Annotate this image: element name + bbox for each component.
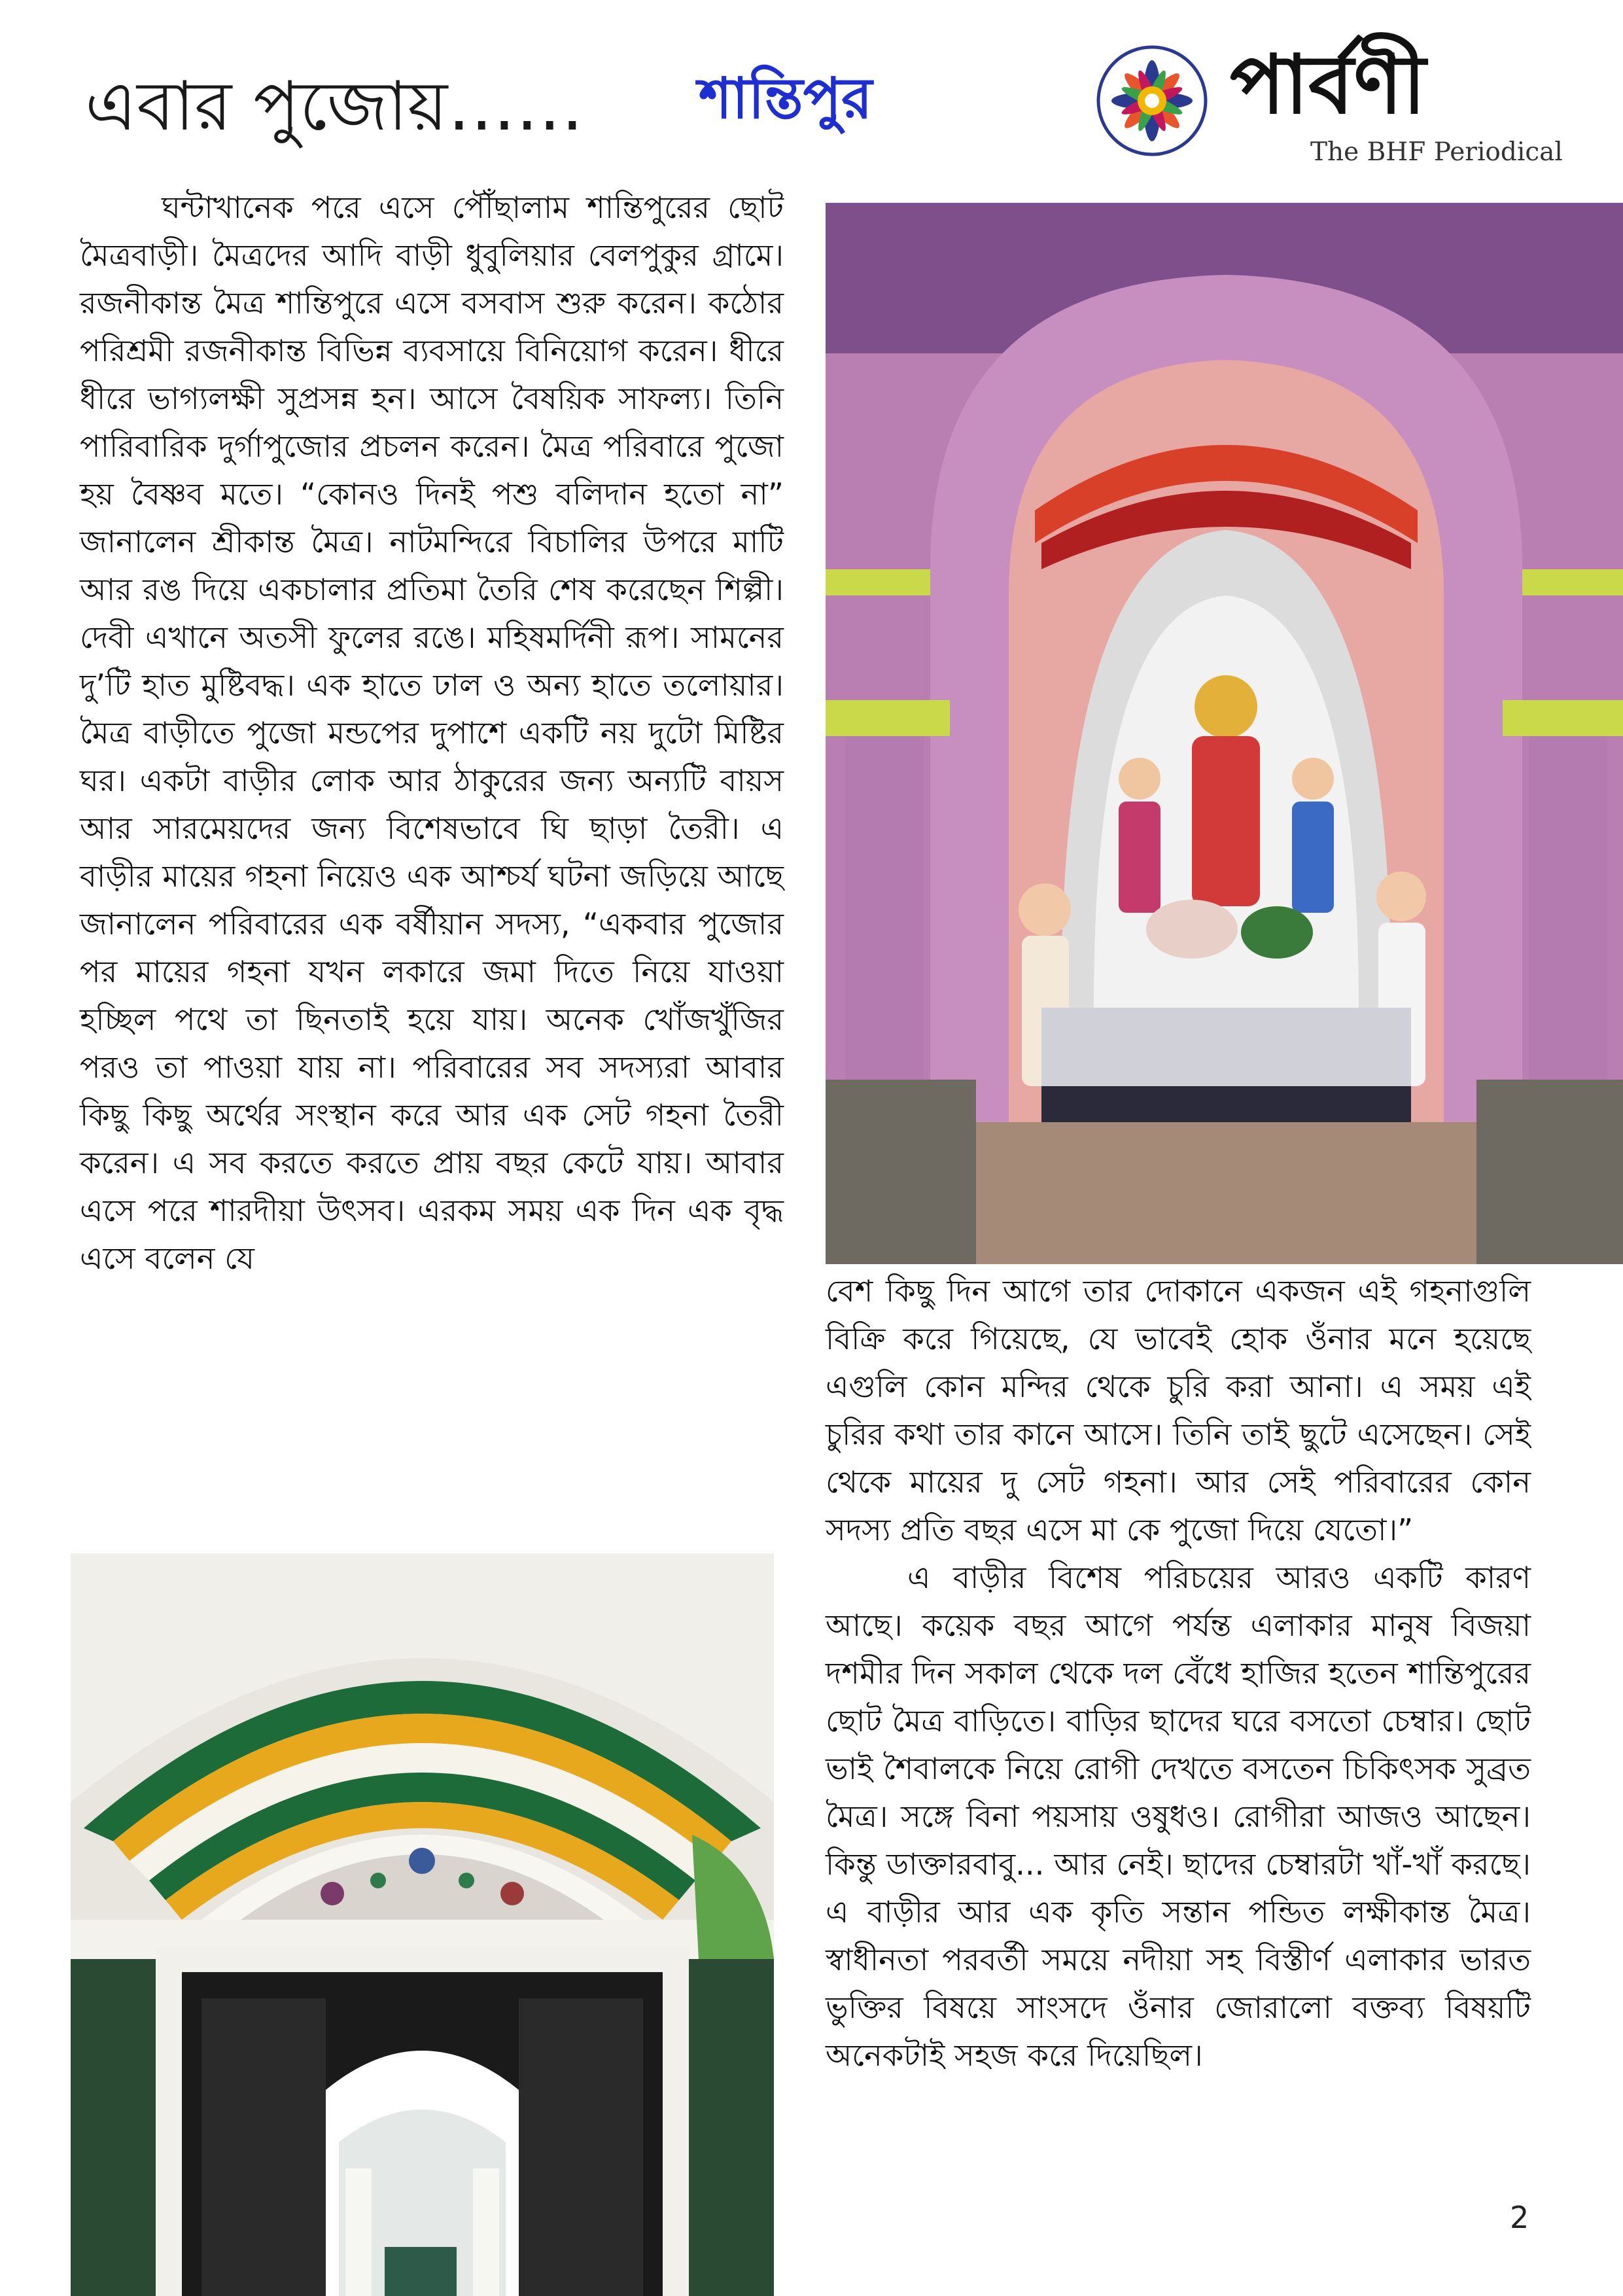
decorated-arch-doorway-photo-image bbox=[71, 1553, 774, 2296]
idol-photo bbox=[826, 203, 1623, 1264]
arch-photo bbox=[71, 1553, 774, 2296]
floral-mandala-icon bbox=[1096, 44, 1208, 157]
article-paragraph-2: এ বাড়ীর বিশেষ পরিচয়ের আরও একটি কারণ আছে। কয়েক বছর আগে পর্যন্ত এলাকার মানুষ বিজয়া দশমীর দিন সকাল থেকে দল বেঁধে হাজির হতেন শান্তিপুরের ছোট মৈত্র বাড়িতে। বাড়ির ছাদের ঘরে বসতো চেম্বার। ছোট ভাই শৈবালকে নিয়ে রোগী দেখতে বসতেন চিকিৎসক সুব্রত মৈত্র। সঙ্গে বিনা পয়সায় ওষুধও। রোগীরা আজও আছেন। কিন্তু ডাক্তারবাবু... আর নেই। ছাদের চেম্বারটা খাঁ-খাঁ করছে। এ বাড়ীর আর এক কৃতি সন্তান পন্ডিত লক্ষীকান্ত মৈত্র। স্বাধীনতা পরবর্তী সময়ে নদীয়া সহ বিস্তীর্ণ এলাকার ভারত ভুক্তির বিষয়ে সাংসদে ওঁনার জোরালো বক্তব্য বিষয়টি অনেকটাই সহজ করে দিয়েছিল। bbox=[826, 1560, 1531, 2073]
article-continuation: বেশ কিছু দিন আগে তার দোকানে একজন এই গহনাগুলি বিক্রি করে গিয়েছে, যে ভাবেই হোক ওঁনার মনে হয়েছে এগুলি কোন মন্দির থেকে চুরি করা আনা। এ সময় এই চুরির কথা তার কানে আসে। তিনি তাই ছুটে এসেছেন। সেই থেকে মায়ের দু সেট গহনা। আর সেই পরিবারের কোন সদস্য প্রতি বছর এসে মা কে পুজো দিয়ে যেতো।” bbox=[826, 1273, 1531, 1547]
article-paragraph: ঘন্টাখানেক পরে এসে পৌঁছালাম শান্তিপুরের ছোট মৈত্রবাড়ী। মৈত্রদের আদি বাড়ী ধুবুলিয়ার বেলপুকুর গ্রামে। রজনীকান্ত মৈত্র শান্তিপুরে এসে বসবাস শুরু করেন। কঠোর পরিশ্রমী রজনীকান্ত বিভিন্ন ব্যবসায়ে বিনিয়োগ করেন। ধীরে ধীরে ভাগ্যলক্ষী সুপ্রসন্ন হন। আসে বৈষয়িক সাফল্য। তিনি পারিবারিক দুর্গাপুজোর প্রচলন করেন। মৈত্র পরিবারে পুজো হয় বৈষ্ণব মতে। “কোনও দিনই পশু বলিদান হতো না” জানালেন শ্রীকান্ত মৈত্র। নাটমন্দিরে বিচালির উপরে মাটি আর রঙ দিয়ে একচালার প্রতিমা তৈরি শেষ করেছেন শিল্পী। দেবী এখানে অতসী ফুলের রঙে। মহিষমর্দিনী রূপ। সামনের দু’টি হাত মুষ্টিবদ্ধ। এক হাতে ঢাল ও অন্য হাতে তলোয়ার। মৈত্র বাড়ীতে পুজো মন্ডপের দুপাশে একটি নয় দুটো মিষ্টির ঘর। একটা বাড়ীর লোক আর ঠাকুরের জন্য অন্যটি বায়স আর সারমেয়দের জন্য বিশেষভাবে ঘি ছাড়া তৈরী। এ বাড়ীর মায়ের গহনা নিয়েও এক আশ্চর্য ঘটনা জড়িয়ে আছে জানালেন পরিবারের এক বর্ষীয়ান সদস্য, “একবার পুজোর পর মায়ের গহনা যখন লকারে জমা দিতে নিয়ে যাওয়া হচ্ছিল পথে তা ছিনতাই হয়ে যায়। অনেক খোঁজখুঁজির পরও তা পাওয়া যায় না। পরিবারের সব সদস্যরা আবার কিছু কিছু অর্থের সংস্থান করে আর এক সেট গহনা তৈরী করেন। এ সব করতে করতে প্রায় বছর কেটে যায়। আবার এসে পরে শারদীয়া উৎসব। এরকম সময় এক দিন এক বৃদ্ধ এসে বলেন যে bbox=[80, 190, 784, 1276]
header-title: এবার পুজোয়…… bbox=[85, 66, 584, 146]
page-number: 2 bbox=[1510, 2200, 1529, 2235]
article-right-column bbox=[826, 1267, 1531, 2079]
brand-tagline: The BHF Periodical bbox=[1310, 137, 1563, 167]
brand-logo bbox=[1096, 44, 1208, 157]
header-place: শান্তিপুর bbox=[699, 66, 873, 132]
brand-name: পার্বণী bbox=[1230, 38, 1426, 132]
durga-idol-photo-image bbox=[826, 203, 1623, 1264]
article-left-column bbox=[80, 184, 784, 1282]
